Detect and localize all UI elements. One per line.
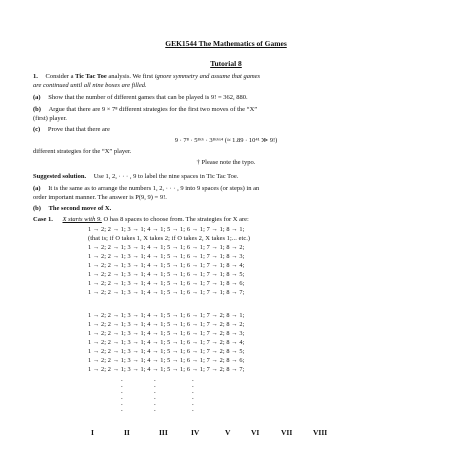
solution-intro: Suggested solution. Use 1, 2, · · · , 9 to label the nine spaces in Tic Tac Toe. xyxy=(33,173,239,180)
part-c-question: (c) Prove that that there are xyxy=(33,126,110,133)
strategy-line: 1 → 2; 2 → 1; 3 → 1; 4 → 1; 5 → 1; 6 → 1; 7 → 2; 8 → 4; xyxy=(88,339,245,346)
part-c-after: different strategies for the “X” player. xyxy=(33,148,132,155)
column-label: VII xyxy=(281,428,293,437)
solution-part-b: (b) The second move of X. xyxy=(33,205,112,212)
column-label: V xyxy=(225,428,231,437)
tutorial-title: Tutorial 8 xyxy=(210,59,242,68)
strategy-line: 1 → 2; 2 → 1; 3 → 1; 4 → 1; 5 → 1; 6 → 1; 7 → 1; 8 → 3; xyxy=(88,253,245,260)
part-a-question: (a) Show that the number of different games that can be played is 9! = 362, 880. xyxy=(33,94,248,101)
solution-part-a-line2: order important manner. The answer is P(9, 9) = 9!. xyxy=(33,194,167,201)
strategy-line: 1 → 2; 2 → 1; 3 → 1; 4 → 1; 5 → 1; 6 → 1; 7 → 2; 8 → 2; xyxy=(88,321,245,328)
column-label: VI xyxy=(251,428,260,437)
case-1-heading: Case 1. X starts with 9. O has 8 spaces to choose from. The strategies for X are: xyxy=(33,216,249,223)
typo-note: † Please note the typo. xyxy=(196,159,256,166)
strategy-line: 1 → 2; 2 → 1; 3 → 1; 4 → 1; 5 → 1; 6 → 1; 7 → 1; 8 → 2; xyxy=(88,244,245,251)
column-label: I xyxy=(91,428,94,437)
question-intro: 1. Consider a Tic Tac Toe analysis. We first ignore symmetry and assume that games xyxy=(33,73,261,80)
strategy-explanation: (that is; if O takes 1, X takes 2; if O takes 2, X takes 1;... etc.) xyxy=(88,235,251,242)
strategy-line: 1 → 2; 2 → 1; 3 → 1; 4 → 1; 5 → 1; 6 → 1; 7 → 2; 8 → 7; xyxy=(88,366,245,373)
part-b-question-line2: (first) player. xyxy=(33,115,67,122)
column-label: IV xyxy=(191,428,200,437)
solution-title: Suggested solution. xyxy=(33,173,87,180)
column-label: II xyxy=(124,428,130,437)
strategy-line: 1 → 2; 2 → 1; 3 → 1; 4 → 1; 5 → 1; 6 → 1; 7 → 2; 8 → 5; xyxy=(88,348,245,355)
solution-part-a: (a) It is the same as to arrange the numbers 1, 2, · · · , 9 into 9 spaces (or steps) in an xyxy=(33,185,260,192)
strategy-line: 1 → 2; 2 → 1; 3 → 1; 4 → 1; 5 → 1; 6 → 1; 7 → 1; 8 → 7; xyxy=(88,289,245,296)
question-number: 1. xyxy=(33,73,38,80)
strategy-line: 1 → 2; 2 → 1; 3 → 1; 4 → 1; 5 → 1; 6 → 1; 7 → 1; 8 → 5; xyxy=(88,271,245,278)
document-page: GEK1544 The Mathematics of Games Tutorial 8 1. Consider a Tic Tac Toe analysis. We first ignore symmetry and assume that games are continued until all nine boxes are filled. (a) Show that the number of different games that can be played is 9! = 362, 880. (b) Argue that there are 9 × 7⁸ different strategies for the first two moves of the “X” (first) player. (c) Prove that that there are 9 · 7⁸ · 5⁸ˣ⁶ · 3⁸ˣ⁶ˣ⁴ (≈ 1.89 · 10⁴¹ ≫ 9!) different strategies for the “X” player. † Please note the typo. Suggested solution. Use 1, 2, · · · , 9 to label the nine spaces in Tic Tac Toe. (a) It is the same as to arrange the numbers 1, 2, · · · , 9 into 9 spaces (or steps) in an order important manner. The answer is P(9, 9) = 9!. (b) The second move of X. Case 1. X starts with 9. O has 8 spaces to choose from. The strategies for X are: 1 → 2; 2 → 1; 3 → 1; 4 → 1; 5 → 1; 6 → 1; 7 → 1; 8 → 1; (that is; if O takes 1, X takes 2; if O takes 2, X takes 1;... etc.) 1 → 2; 2 → 1; 3 → 1; 4 → 1; 5 → 1; 6 → 1; 7 → 1; 8 → 2; 1 → 2; 2 → 1; 3 → 1; 4 → 1; 5 → 1; 6 → 1; 7 → 1; 8 → 3; 1 → 2; 2 → 1; 3 → 1; 4 → 1; 5 → 1; 6 → 1; 7 → 1; 8 → 4; 1 → 2; 2 → 1; 3 → 1; 4 → 1; 5 → 1; 6 → 1; 7 → 1; 8 → 5; 1 → 2; 2 → 1; 3 → 1; 4 → 1; 5 → 1; 6 → 1; 7 → 1; 8 → 6; 1 → 2; 2 → 1; 3 → 1; 4 → 1; 5 → 1; 6 → 1; 7 → 1; 8 → 7; 1 → 2; 2 → 1; 3 → 1; 4 → 1; 5 → 1; 6 → 1; 7 → 2; 8 → 1; 1 → 2; 2 → 1; 3 → 1; 4 → 1; 5 → 1; 6 → 1; 7 → 2; 8 → 2; 1 → 2; 2 → 1; 3 → 1; 4 → 1; 5 → 1; 6 → 1; 7 → 2; 8 → 3; 1 → 2; 2 → 1; 3 → 1; 4 → 1; 5 → 1; 6 → 1; 7 → 2; 8 → 4; 1 → 2; 2 → 1; 3 → 1; 4 → 1; 5 → 1; 6 → 1; 7 → 2; 8 → 5; 1 → 2; 2 → 1; 3 → 1; 4 → 1; 5 → 1; 6 → 1; 7 → 2; 8 → 6; 1 → 2; 2 → 1; 3 → 1; 4 → 1; 5 → 1; 6 → 1; 7 → 2; 8 → 7; . . . . . . . . . . . . . . . . . . I II III IV V VI VII VIII xyxy=(0,0,452,452)
strategy-line: 1 → 2; 2 → 1; 3 → 1; 4 → 1; 5 → 1; 6 → 1; 7 → 2; 8 → 1; xyxy=(88,312,245,319)
part-b-question: (b) Argue that there are 9 × 7⁸ different strategies for the first two moves of the “X” xyxy=(33,106,258,113)
column-label: VIII xyxy=(313,428,328,437)
strategy-line: 1 → 2; 2 → 1; 3 → 1; 4 → 1; 5 → 1; 6 → 1; 7 → 2; 8 → 6; xyxy=(88,357,245,364)
course-title: GEK1544 The Mathematics of Games xyxy=(165,39,287,48)
column-label: III xyxy=(159,428,168,437)
strategy-formula: 9 · 7⁸ · 5⁸ˣ⁶ · 3⁸ˣ⁶ˣ⁴ (≈ 1.89 · 10⁴¹ ≫ 9!) xyxy=(174,137,278,144)
strategy-line: 1 → 2; 2 → 1; 3 → 1; 4 → 1; 5 → 1; 6 → 1; 7 → 1; 8 → 6; xyxy=(88,280,245,287)
strategy-line: 1 → 2; 2 → 1; 3 → 1; 4 → 1; 5 → 1; 6 → 1; 7 → 1; 8 → 4; xyxy=(88,262,245,269)
strategy-line: 1 → 2; 2 → 1; 3 → 1; 4 → 1; 5 → 1; 6 → 1; 7 → 2; 8 → 3; xyxy=(88,330,245,337)
strategy-line: 1 → 2; 2 → 1; 3 → 1; 4 → 1; 5 → 1; 6 → 1; 7 → 1; 8 → 1; xyxy=(88,226,245,233)
question-intro-line2: are continued until all nine boxes are filled. xyxy=(33,82,147,89)
